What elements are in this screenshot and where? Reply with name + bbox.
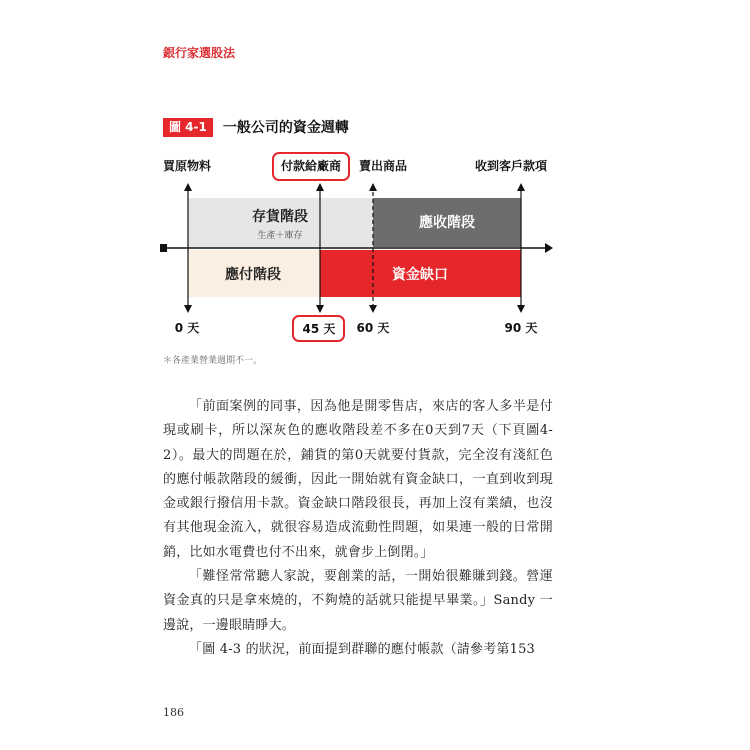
day90-top-arrow — [517, 183, 525, 191]
label-buy-materials: 買原物料 — [163, 159, 212, 173]
inventory-stage-label: 存貨階段 — [252, 209, 308, 225]
timeline-start-marker — [160, 244, 167, 252]
figure-footnote: ＊各產業營業週期不一。 — [163, 356, 263, 366]
paragraph-3: 「圖 4-3 的狀況，前面提到群聯的應付帳款（請參考第153 — [189, 641, 536, 657]
running-head: 銀行家選股法 — [163, 46, 236, 60]
day45-top-arrow — [316, 183, 324, 191]
receivable-stage-label: 應收階段 — [419, 215, 475, 231]
label-sell-goods: 賣出商品 — [359, 159, 408, 173]
day45-label: 45 天 — [302, 322, 336, 336]
paragraph-1: 「前面案例的同事，因為他是開零售店，來店的客人多半是付現或刷卡，所以深灰色的應收階段差不多在0天到7天（下頁圖4-2）。最大的問題在於，鋪貨的第0天就要付貨款，完全沒有淺紅色的應付帳款階段的緩衝，因此一開始就有資金缺口，一直到收到現金或銀行撥信用卡款。資金缺口階段很長，再加上沒有業績，也沒有其他現金流入，就很容易造成流動性問題，如果連一般的日常開銷，比如水電費也付不出來，就會步上倒閉。」 — [163, 399, 553, 560]
day90-label: 90 天 — [504, 321, 538, 335]
label-pay-supplier: 付款給廠商 — [280, 159, 342, 173]
label-collect-payment: 收到客戶款項 — [474, 159, 547, 173]
inventory-stage-sublabel: 生產＋庫存 — [257, 231, 303, 241]
page-number: 186 — [163, 706, 184, 719]
day0-top-arrow — [184, 183, 192, 191]
day60-label: 60 天 — [356, 321, 390, 335]
paragraph-2: 「難怪常常聽人家說，要創業的話，一開始很難賺到錢。營運資金真的只是拿來燒的，不夠燒的話就只能提早畢業。」Sandy 一邊說，一邊眼睛睜大。 — [163, 569, 553, 633]
figure-tag: 圖 4-1 — [163, 118, 213, 137]
payable-stage-label: 應付階段 — [225, 267, 281, 283]
day60-top-arrow — [369, 183, 377, 191]
day0-label: 0 天 — [174, 321, 200, 335]
cash-gap-label: 資金缺口 — [392, 267, 448, 283]
body-text — [163, 395, 553, 662]
day90-bottom-arrow — [517, 305, 525, 313]
day0-bottom-arrow — [184, 305, 192, 313]
timeline-end-arrow — [545, 243, 553, 253]
day45-bottom-arrow — [316, 305, 324, 313]
day60-bottom-arrow — [369, 305, 377, 313]
figure-title: 一般公司的資金週轉 — [222, 120, 349, 136]
